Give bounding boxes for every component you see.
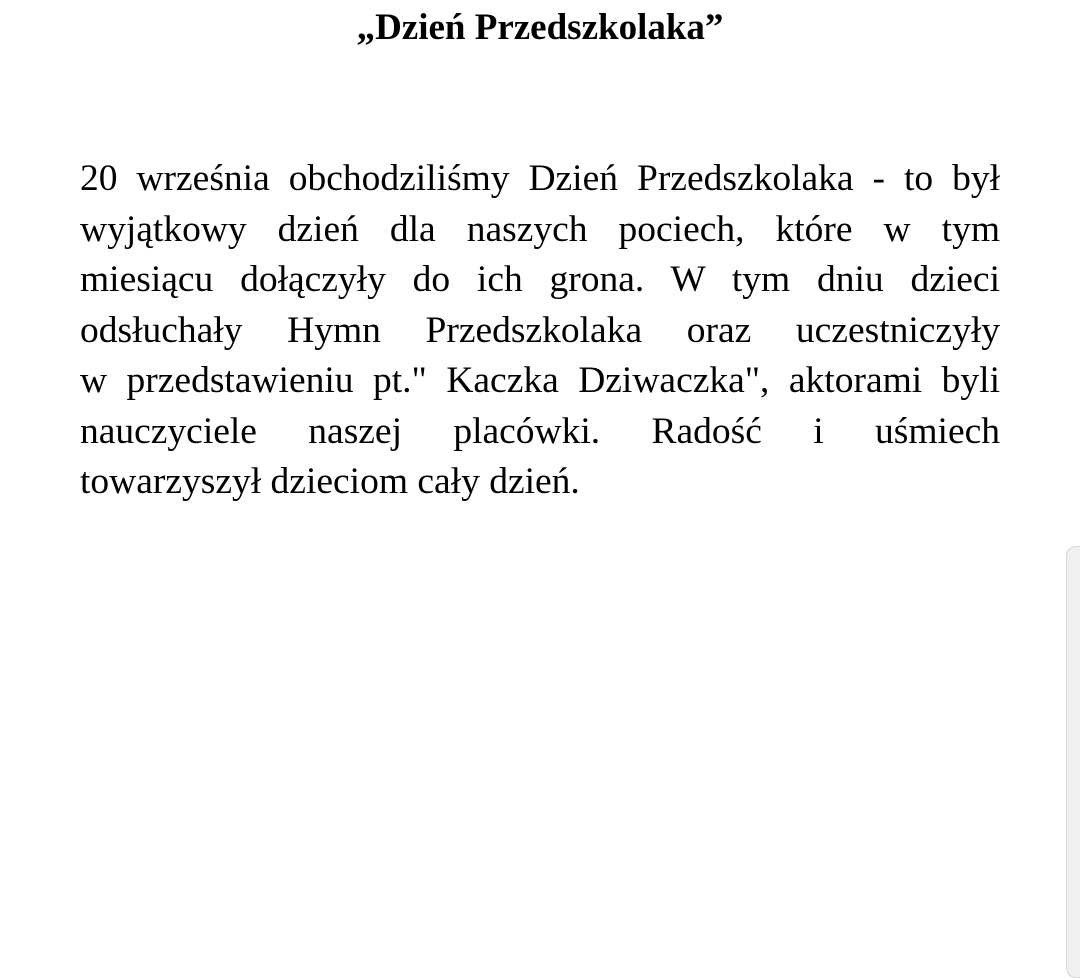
vertical-scrollbar[interactable]	[1066, 546, 1080, 966]
document-body	[80, 154, 1000, 508]
scrollbar-thumb[interactable]	[1066, 546, 1080, 978]
body-line: 20 września obchodziliśmy Dzień Przedszkolaka - to był	[80, 158, 1000, 199]
document-title: „Dzień Przedszkolaka”	[356, 7, 724, 48]
body-line: w przedstawieniu pt." Kaczka Dziwaczka", aktorami byli	[80, 360, 1000, 401]
body-line: miesiącu dołączyły do ich grona. W tym dniu dzieci	[80, 259, 1000, 300]
body-line: wyjątkowy dzień dla naszych pociech, które w tym	[80, 208, 1000, 250]
body-line: odsłuchały Hymn Przedszkolaka oraz uczestniczyły	[80, 309, 1000, 351]
body-line: towarzyszył dzieciom cały dzień.	[80, 461, 580, 502]
body-line: nauczyciele naszej placówki. Radość i uśmiech	[80, 410, 1000, 452]
